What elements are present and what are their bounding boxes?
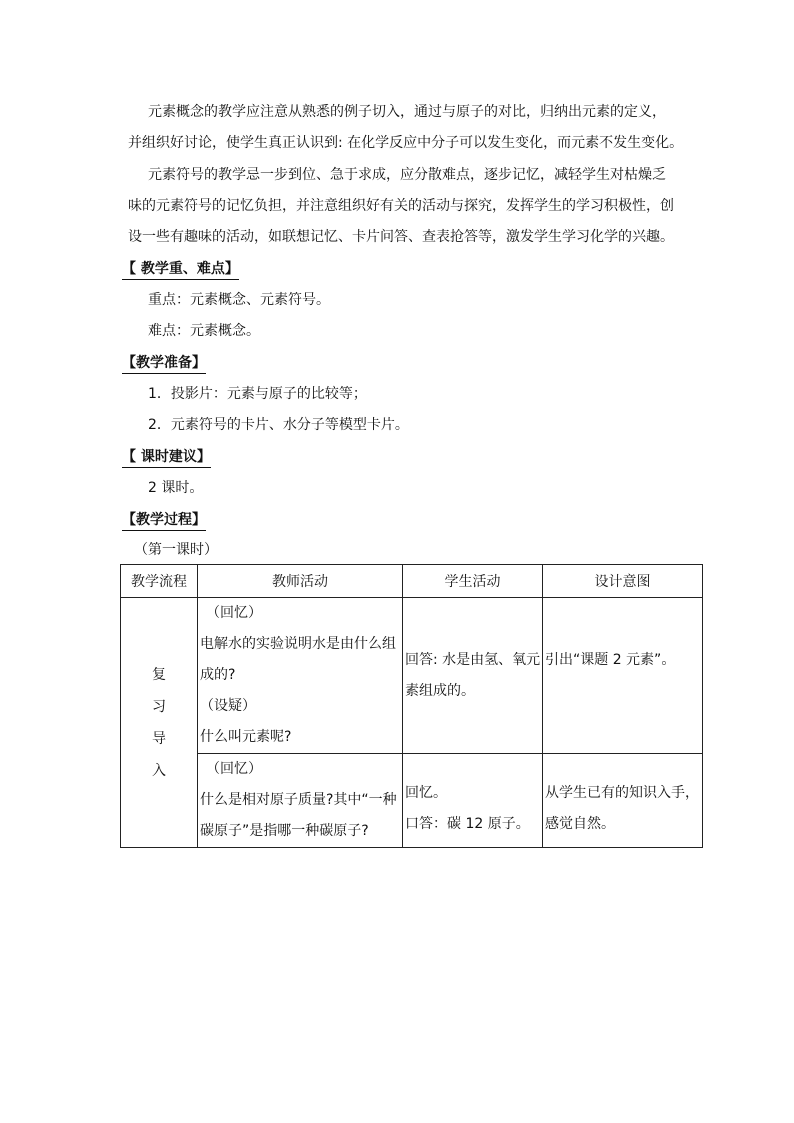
stage-char: 复 xyxy=(152,666,166,683)
intro-para1-line2: 并组织好讨论，使学生真正认识到: 在化学反应中分子可以发生变化，而元素不发生变化。 xyxy=(128,135,684,151)
teacher-line: （回忆） xyxy=(206,605,262,621)
header-teacher: 教师活动 xyxy=(198,565,403,598)
student-line: 素组成的。 xyxy=(405,682,475,699)
teacher-line: 什么是相对原子质量?其中“一种 xyxy=(200,792,397,808)
teacher-line: （回忆） xyxy=(206,761,262,777)
teacher-line: 碳原子”是指哪一种碳原子? xyxy=(200,823,369,839)
preparation-heading: 【教学准备】 xyxy=(122,353,206,374)
process-heading: 【教学过程】 xyxy=(122,510,206,531)
header-student: 学生活动 xyxy=(403,565,543,598)
key-point-item: 重点：元素概念、元素符号。 xyxy=(148,292,330,308)
stage-char: 习 xyxy=(152,698,166,715)
student-line: 口答：碳 12 原子。 xyxy=(405,815,530,832)
intent-line: 从学生已有的知识入手， xyxy=(545,784,699,801)
intent-line: 感觉自然。 xyxy=(545,815,615,832)
student-cell xyxy=(403,598,543,754)
student-cell xyxy=(403,754,543,848)
header-flow: 教学流程 xyxy=(121,565,198,598)
time-heading: 【 课时建议】 xyxy=(122,447,211,468)
time-item: 2 课时。 xyxy=(148,480,204,496)
lesson-table xyxy=(120,564,703,848)
intro-para2-line1: 元素符号的教学忌一步到位、急于求成，应分散难点，逐步记忆，减轻学生对枯燥乏 xyxy=(148,167,666,183)
intro-para2-line2: 味的元素符号的记忆负担，并注意组织好有关的活动与探究，发挥学生的学习积极性，创 xyxy=(128,198,674,214)
stage-char: 入 xyxy=(152,762,166,779)
teacher-cell xyxy=(198,754,403,848)
student-line: 回答: 水是由氢、氧元 xyxy=(405,651,541,668)
intent-cell xyxy=(543,598,703,754)
stage-cell xyxy=(121,598,198,848)
key-points-heading: 【 教学重、难点】 xyxy=(122,259,239,280)
student-line: 回忆。 xyxy=(405,784,447,801)
teacher-line: （设疑） xyxy=(200,698,256,714)
intro-para1-line1: 元素概念的教学应注意从熟悉的例子切入，通过与原子的对比，归纳出元素的定义， xyxy=(148,104,666,120)
header-intent: 设计意图 xyxy=(543,565,703,598)
table-row xyxy=(121,754,703,848)
table-header-row xyxy=(121,565,703,598)
session-label: （第一课时） xyxy=(134,542,218,558)
preparation-item-1: 1．投影片：元素与原子的比较等； xyxy=(148,386,367,402)
difficult-point-item: 难点：元素概念。 xyxy=(148,323,260,339)
teacher-line: 成的? xyxy=(200,667,236,683)
preparation-item-2: 2．元素符号的卡片、水分子等模型卡片。 xyxy=(148,417,409,433)
intent-cell xyxy=(543,754,703,848)
intro-para2-line3: 设一些有趣味的活动，如联想记忆、卡片问答、查表抢答等，激发学生学习化学的兴趣。 xyxy=(128,229,674,245)
table-row xyxy=(121,598,703,754)
stage-char: 导 xyxy=(152,730,166,747)
intent-line: 引出“课题 2 元素”。 xyxy=(545,651,676,668)
teacher-cell xyxy=(198,598,403,754)
teacher-line: 电解水的实验说明水是由什么组 xyxy=(200,636,396,652)
teacher-line: 什么叫元素呢? xyxy=(200,729,292,745)
